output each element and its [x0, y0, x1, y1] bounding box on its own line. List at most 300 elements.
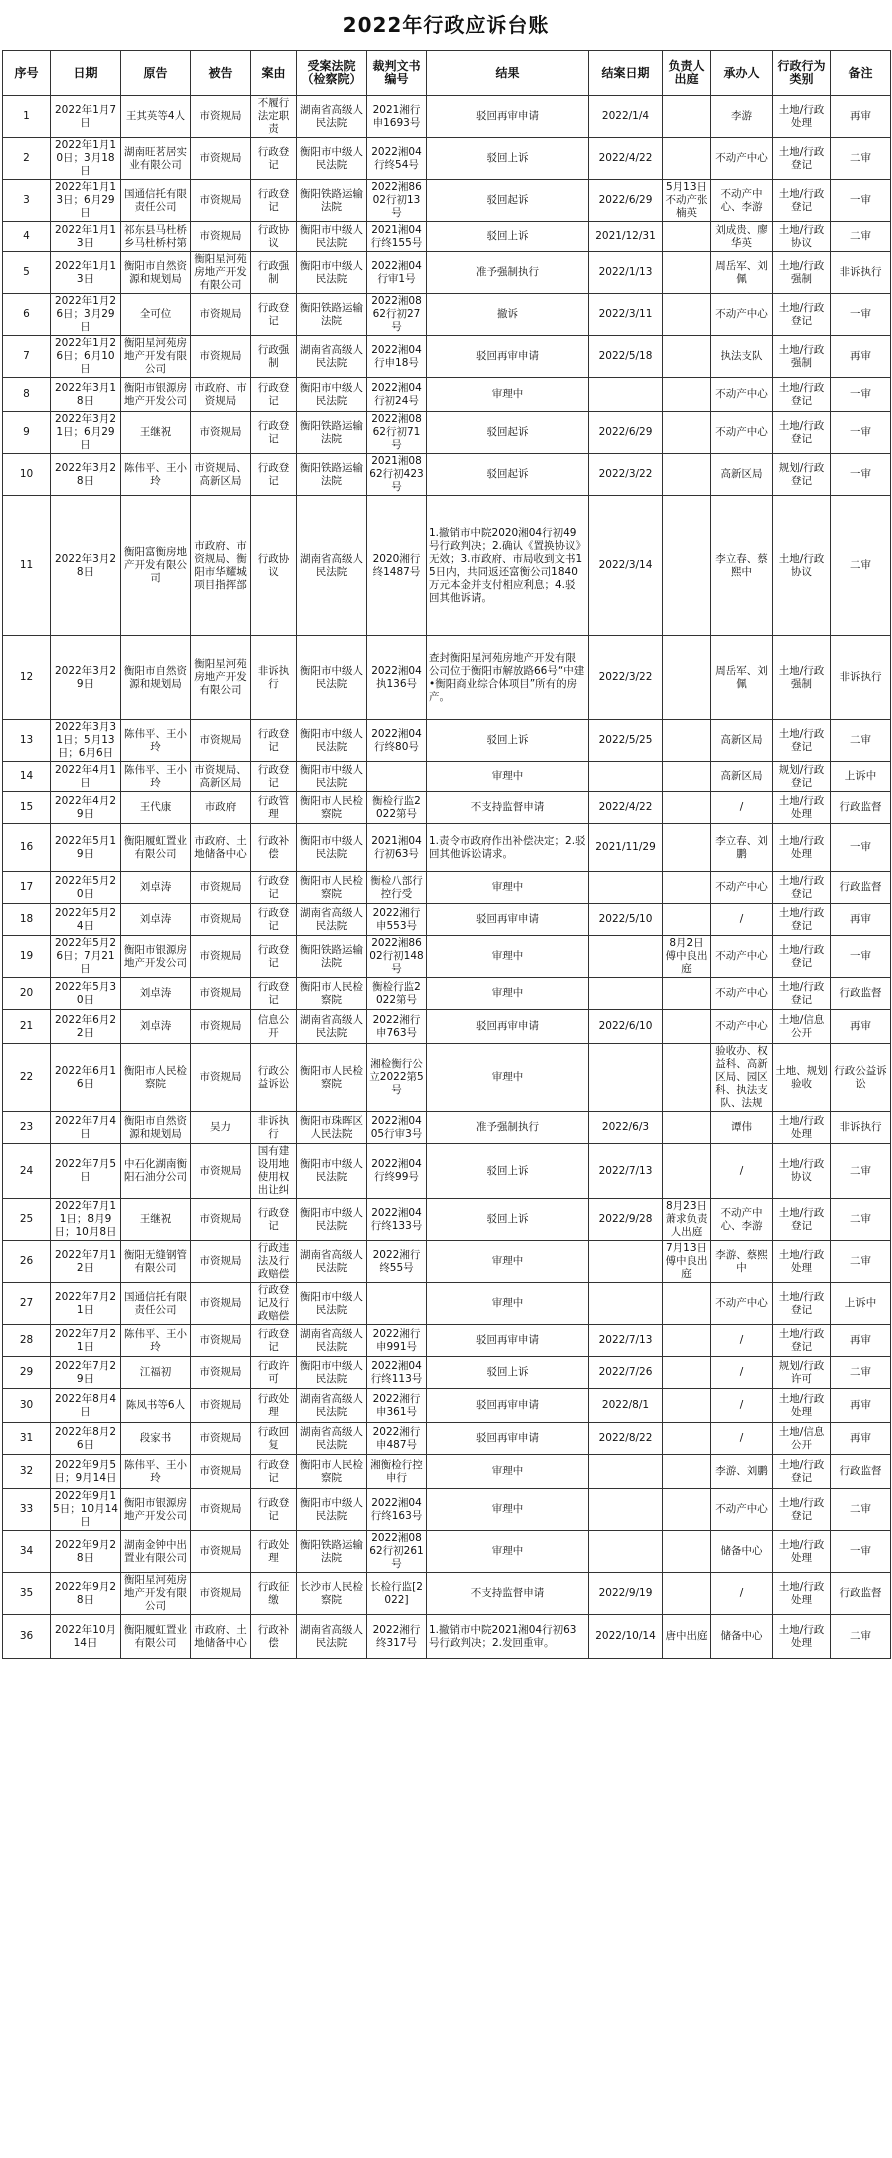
cell-handler: 不动产中心 [711, 138, 773, 180]
cell-close-date [589, 1283, 663, 1325]
cell-action-category: 土地/行政处理 [773, 1112, 831, 1144]
cell-action-category: 规划/行政登记 [773, 454, 831, 496]
cell-court: 衡阳铁路运输法院 [297, 180, 367, 222]
cell-date: 2022年7月11日；8月9日；10月8日 [51, 1199, 121, 1241]
cell-plaintiff: 衡阳星河苑房地产开发有限公司 [121, 1573, 191, 1615]
cell-handler: 不动产中心 [711, 936, 773, 978]
cell-document-number: 2022湘04行初24号 [367, 378, 427, 412]
cell-remarks: 一审 [831, 936, 891, 978]
cell-responsible-appearance [663, 1423, 711, 1455]
cell-index: 19 [3, 936, 51, 978]
cell-plaintiff: 江福初 [121, 1357, 191, 1389]
cell-action-category: 土地/行政登记 [773, 138, 831, 180]
table-row [3, 636, 891, 720]
cell-handler: 周岳军、刘佩 [711, 252, 773, 294]
cell-close-date [589, 378, 663, 412]
cell-responsible-appearance [663, 1357, 711, 1389]
cell-action-category: 土地/行政登记 [773, 1283, 831, 1325]
cell-index: 32 [3, 1455, 51, 1489]
cell-close-date: 2022/6/10 [589, 1010, 663, 1044]
cell-responsible-appearance [663, 1389, 711, 1423]
cell-close-date: 2021/12/31 [589, 222, 663, 252]
cell-responsible-appearance [663, 1489, 711, 1531]
cell-close-date: 2022/5/18 [589, 336, 663, 378]
cell-document-number: 2022湘04执136号 [367, 636, 427, 720]
cell-document-number: 2022湘0405行审3号 [367, 1112, 427, 1144]
table-row [3, 336, 891, 378]
cell-date: 2022年3月29日 [51, 636, 121, 720]
cell-remarks: 二审 [831, 1199, 891, 1241]
cell-court: 湖南省高级人民法院 [297, 496, 367, 636]
cell-responsible-appearance [663, 1112, 711, 1144]
cell-close-date: 2022/5/10 [589, 904, 663, 936]
cell-document-number: 2022湘04行终133号 [367, 1199, 427, 1241]
cell-action-category: 土地/行政登记 [773, 904, 831, 936]
cell-document-number: 2022湘0862行初261号 [367, 1531, 427, 1573]
cell-court: 衡阳铁路运输法院 [297, 412, 367, 454]
cell-defendant: 市资规局 [191, 872, 251, 904]
cell-result: 1.撤销市中院2021湘04行初63号行政判决；2.发回重审。 [427, 1615, 589, 1659]
cell-handler: 不动产中心 [711, 1010, 773, 1044]
cell-responsible-appearance [663, 636, 711, 720]
cell-responsible-appearance [663, 336, 711, 378]
cell-plaintiff: 刘卓涛 [121, 1010, 191, 1044]
table-row [3, 1389, 891, 1423]
header-index: 序号 [3, 51, 51, 96]
cell-close-date: 2022/3/14 [589, 496, 663, 636]
cell-index: 11 [3, 496, 51, 636]
cell-close-date [589, 1241, 663, 1283]
cell-court: 衡阳铁路运输法院 [297, 1531, 367, 1573]
cell-cause: 行政补偿 [251, 824, 297, 872]
cell-defendant: 市政府、市资规局 [191, 378, 251, 412]
cell-close-date [589, 1531, 663, 1573]
cell-defendant: 市资规局 [191, 936, 251, 978]
cell-date: 2022年5月19日 [51, 824, 121, 872]
cell-close-date: 2022/7/26 [589, 1357, 663, 1389]
cell-cause: 行政登记及行政赔偿 [251, 1283, 297, 1325]
header-action-category: 行政行为类别 [773, 51, 831, 96]
cell-cause: 行政登记 [251, 454, 297, 496]
cell-action-category: 土地/行政登记 [773, 180, 831, 222]
cell-defendant: 市资规局 [191, 1325, 251, 1357]
cell-court: 湖南省高级人民法院 [297, 1615, 367, 1659]
cell-court: 湖南省高级人民法院 [297, 336, 367, 378]
cell-responsible-appearance [663, 1010, 711, 1044]
cell-date: 2022年3月18日 [51, 378, 121, 412]
cell-handler: 谭伟 [711, 1112, 773, 1144]
cell-defendant: 市资规局 [191, 1144, 251, 1199]
cell-date: 2022年3月28日 [51, 454, 121, 496]
cell-result: 审理中 [427, 872, 589, 904]
cell-responsible-appearance [663, 824, 711, 872]
cell-court: 衡阳市人民检察院 [297, 978, 367, 1010]
cell-document-number: 衡检八部行控行受 [367, 872, 427, 904]
cell-handler: 执法支队 [711, 336, 773, 378]
cell-cause: 行政征缴 [251, 1573, 297, 1615]
cell-responsible-appearance [663, 904, 711, 936]
cell-cause: 行政登记 [251, 412, 297, 454]
cell-remarks: 再审 [831, 336, 891, 378]
cell-court: 长沙市人民检察院 [297, 1573, 367, 1615]
cell-index: 18 [3, 904, 51, 936]
cell-close-date: 2022/6/29 [589, 412, 663, 454]
cell-close-date: 2022/6/3 [589, 1112, 663, 1144]
cell-handler: 验收办、权益科、高新区局、园区科、执法支队、法规 [711, 1044, 773, 1112]
cell-defendant: 市资规局 [191, 412, 251, 454]
cell-action-category: 土地/行政协议 [773, 222, 831, 252]
table-row [3, 1615, 891, 1659]
cell-action-category: 土地/行政处理 [773, 792, 831, 824]
cell-plaintiff: 王代康 [121, 792, 191, 824]
cell-handler: 高新区局 [711, 454, 773, 496]
cell-remarks: 一审 [831, 1531, 891, 1573]
cell-close-date [589, 872, 663, 904]
table-row [3, 96, 891, 138]
cell-responsible-appearance [663, 720, 711, 762]
table-row [3, 1010, 891, 1044]
cell-remarks: 再审 [831, 1325, 891, 1357]
cell-plaintiff: 国通信托有限责任公司 [121, 180, 191, 222]
cell-court: 衡阳市人民检察院 [297, 1455, 367, 1489]
cell-remarks: 行政公益诉讼 [831, 1044, 891, 1112]
cell-document-number [367, 762, 427, 792]
table-row [3, 222, 891, 252]
cell-index: 24 [3, 1144, 51, 1199]
cell-remarks: 行政监督 [831, 1573, 891, 1615]
cell-cause: 行政登记 [251, 180, 297, 222]
cell-defendant: 吴力 [191, 1112, 251, 1144]
cell-plaintiff: 祁东县马杜桥乡马杜桥村第 [121, 222, 191, 252]
cell-index: 10 [3, 454, 51, 496]
cell-close-date: 2022/1/13 [589, 252, 663, 294]
cell-index: 28 [3, 1325, 51, 1357]
cell-court: 衡阳市中级人民法院 [297, 824, 367, 872]
cell-close-date: 2022/1/4 [589, 96, 663, 138]
cell-cause: 行政登记 [251, 872, 297, 904]
cell-court: 湖南省高级人民法院 [297, 1423, 367, 1455]
cell-date: 2022年3月31日；5月13日；6月6日 [51, 720, 121, 762]
cell-close-date: 2022/7/13 [589, 1144, 663, 1199]
cell-responsible-appearance [663, 762, 711, 792]
cell-court: 衡阳市中级人民法院 [297, 1489, 367, 1531]
cell-action-category: 土地/行政处理 [773, 824, 831, 872]
cell-result: 驳回起诉 [427, 412, 589, 454]
cell-plaintiff: 衡阳市银源房地产开发公司 [121, 1489, 191, 1531]
cell-close-date: 2022/9/28 [589, 1199, 663, 1241]
cell-date: 2022年1月10日；3月18日 [51, 138, 121, 180]
cell-document-number: 湘检衡行公立2022第5号 [367, 1044, 427, 1112]
cell-date: 2022年5月26日；7月21日 [51, 936, 121, 978]
cell-remarks: 二审 [831, 1615, 891, 1659]
cell-document-number: 2021湘行申1693号 [367, 96, 427, 138]
cell-action-category: 规划/行政许可 [773, 1357, 831, 1389]
cell-result: 不支持监督申请 [427, 792, 589, 824]
cell-cause: 行政处理 [251, 1389, 297, 1423]
cell-result: 审理中 [427, 1489, 589, 1531]
cell-result: 审理中 [427, 1241, 589, 1283]
cell-handler: 不动产中心、李游 [711, 1199, 773, 1241]
cell-defendant: 市政府、市资规局、衡阳市华耀城项目指挥部 [191, 496, 251, 636]
header-responsible-appearance: 负责人出庭 [663, 51, 711, 96]
cell-date: 2022年7月21日 [51, 1325, 121, 1357]
table-row [3, 978, 891, 1010]
cell-index: 1 [3, 96, 51, 138]
cell-defendant: 衡阳星河苑房地产开发有限公司 [191, 636, 251, 720]
cell-action-category: 土地/行政登记 [773, 872, 831, 904]
cell-defendant: 市政府 [191, 792, 251, 824]
cell-result: 驳回上诉 [427, 1357, 589, 1389]
cell-close-date: 2022/9/19 [589, 1573, 663, 1615]
cell-handler: / [711, 1573, 773, 1615]
table-row [3, 378, 891, 412]
cell-cause: 行政登记 [251, 1325, 297, 1357]
cell-plaintiff: 陈伟平、王小玲 [121, 1455, 191, 1489]
cell-plaintiff: 衡阳市人民检察院 [121, 1044, 191, 1112]
cell-plaintiff: 全可位 [121, 294, 191, 336]
cell-court: 衡阳市中级人民法院 [297, 762, 367, 792]
cell-cause: 行政登记 [251, 936, 297, 978]
table-row [3, 1112, 891, 1144]
cell-index: 17 [3, 872, 51, 904]
cell-index: 12 [3, 636, 51, 720]
cell-action-category: 土地/行政登记 [773, 378, 831, 412]
cell-court: 衡阳市珠晖区人民法院 [297, 1112, 367, 1144]
cell-action-category: 土地/行政协议 [773, 1144, 831, 1199]
cell-date: 2022年10月14日 [51, 1615, 121, 1659]
cell-remarks: 再审 [831, 1010, 891, 1044]
table-row [3, 1199, 891, 1241]
cell-plaintiff: 衡阳富衡房地产开发有限公司 [121, 496, 191, 636]
table-row [3, 1283, 891, 1325]
cell-close-date: 2022/6/29 [589, 180, 663, 222]
cell-defendant: 市资规局 [191, 180, 251, 222]
cell-cause: 行政协议 [251, 496, 297, 636]
cell-result: 审理中 [427, 1455, 589, 1489]
cell-cause: 行政协议 [251, 222, 297, 252]
cell-responsible-appearance: 8月2日傅中良出庭 [663, 936, 711, 978]
cell-result: 驳回再审申请 [427, 96, 589, 138]
header-close-date: 结案日期 [589, 51, 663, 96]
cell-court: 衡阳市中级人民法院 [297, 720, 367, 762]
cell-index: 4 [3, 222, 51, 252]
cell-action-category: 土地/行政登记 [773, 978, 831, 1010]
cell-court: 衡阳市中级人民法院 [297, 636, 367, 720]
cell-action-category: 土地/行政登记 [773, 294, 831, 336]
cell-remarks: 二审 [831, 720, 891, 762]
cell-date: 2022年3月28日 [51, 496, 121, 636]
cell-action-category: 土地/行政强制 [773, 636, 831, 720]
cell-handler: 周岳军、刘佩 [711, 636, 773, 720]
cell-close-date: 2022/7/13 [589, 1325, 663, 1357]
cell-index: 6 [3, 294, 51, 336]
cell-action-category: 土地/信息公开 [773, 1010, 831, 1044]
cell-court: 湖南省高级人民法院 [297, 1389, 367, 1423]
cell-plaintiff: 中石化湖南衡阳石油分公司 [121, 1144, 191, 1199]
cell-cause: 行政违法及行政赔偿 [251, 1241, 297, 1283]
cell-index: 13 [3, 720, 51, 762]
cell-result: 1.撤销市中院2020湘04行初49号行政判决；2.确认《置换协议》无效；3.市政府、市局收到文书15日内，共同返还富衡公司1840万元本金并支付相应利息；4.驳回其他诉请。 [427, 496, 589, 636]
cell-remarks: 一审 [831, 824, 891, 872]
cell-remarks: 行政监督 [831, 792, 891, 824]
header-defendant: 被告 [191, 51, 251, 96]
cell-responsible-appearance [663, 792, 711, 824]
cell-handler: 李游、蔡熙中 [711, 1241, 773, 1283]
cell-date: 2022年3月21日；6月29日 [51, 412, 121, 454]
cell-cause: 行政登记 [251, 138, 297, 180]
cell-index: 2 [3, 138, 51, 180]
cell-responsible-appearance [663, 96, 711, 138]
cell-handler: 储备中心 [711, 1531, 773, 1573]
cell-document-number: 2022湘行终55号 [367, 1241, 427, 1283]
cell-handler: / [711, 1389, 773, 1423]
cell-cause: 行政登记 [251, 978, 297, 1010]
cell-handler: 不动产中心 [711, 378, 773, 412]
table-row [3, 496, 891, 636]
cell-date: 2022年8月26日 [51, 1423, 121, 1455]
cell-handler: / [711, 904, 773, 936]
cell-document-number: 2022湘04行终80号 [367, 720, 427, 762]
cell-defendant: 市资规局、高新区局 [191, 762, 251, 792]
cell-result: 审理中 [427, 762, 589, 792]
cell-defendant: 市资规局 [191, 1389, 251, 1423]
table-row [3, 138, 891, 180]
cell-remarks: 二审 [831, 496, 891, 636]
cell-cause: 行政回复 [251, 1423, 297, 1455]
cell-remarks: 一审 [831, 378, 891, 412]
cell-close-date: 2022/4/22 [589, 138, 663, 180]
cell-handler: 李游 [711, 96, 773, 138]
cell-document-number: 2022湘0862行初71号 [367, 412, 427, 454]
cell-responsible-appearance [663, 496, 711, 636]
cell-responsible-appearance: 5月13日不动产张楠英 [663, 180, 711, 222]
cell-remarks: 再审 [831, 1423, 891, 1455]
cell-cause: 行政许可 [251, 1357, 297, 1389]
cell-index: 36 [3, 1615, 51, 1659]
cell-date: 2022年7月4日 [51, 1112, 121, 1144]
cell-handler: 不动产中心 [711, 1489, 773, 1531]
cell-handler: / [711, 1325, 773, 1357]
cell-close-date [589, 762, 663, 792]
cell-court: 衡阳市人民检察院 [297, 872, 367, 904]
cell-plaintiff: 湖南旺茗居实业有限公司 [121, 138, 191, 180]
cell-close-date [589, 1455, 663, 1489]
cell-index: 7 [3, 336, 51, 378]
cell-close-date: 2022/4/22 [589, 792, 663, 824]
header-court: 受案法院（检察院） [297, 51, 367, 96]
table-body [3, 96, 891, 1659]
cell-result: 准予强制执行 [427, 252, 589, 294]
cell-close-date: 2022/10/14 [589, 1615, 663, 1659]
cell-close-date: 2022/8/1 [589, 1389, 663, 1423]
cell-result: 驳回起诉 [427, 454, 589, 496]
cell-plaintiff: 陈伟平、王小玲 [121, 454, 191, 496]
cell-defendant: 市资规局 [191, 96, 251, 138]
cell-court: 衡阳市中级人民法院 [297, 378, 367, 412]
table-row [3, 792, 891, 824]
cell-defendant: 市资规局 [191, 1423, 251, 1455]
cell-result: 驳回上诉 [427, 1144, 589, 1199]
cell-close-date [589, 936, 663, 978]
cell-index: 25 [3, 1199, 51, 1241]
cell-defendant: 市资规局 [191, 1044, 251, 1112]
table-row [3, 1531, 891, 1573]
cell-close-date [589, 978, 663, 1010]
cell-handler: / [711, 1357, 773, 1389]
cell-date: 2022年9月15日；10月14日 [51, 1489, 121, 1531]
cell-document-number: 衡检行监2022第号 [367, 792, 427, 824]
cell-index: 22 [3, 1044, 51, 1112]
cell-remarks: 二审 [831, 1357, 891, 1389]
cell-court: 衡阳市中级人民法院 [297, 252, 367, 294]
cell-index: 15 [3, 792, 51, 824]
cell-handler: 刘成贵、廖华英 [711, 222, 773, 252]
cell-remarks: 一审 [831, 294, 891, 336]
cell-court: 衡阳市人民检察院 [297, 792, 367, 824]
cell-date: 2022年1月13日 [51, 222, 121, 252]
cell-action-category: 土地/行政登记 [773, 1455, 831, 1489]
cell-court: 衡阳市中级人民法院 [297, 1144, 367, 1199]
cell-defendant: 市资规局 [191, 294, 251, 336]
cell-document-number: 2022湘04行审1号 [367, 252, 427, 294]
cell-action-category: 土地/行政登记 [773, 936, 831, 978]
cell-plaintiff: 衡阳星河苑房地产开发有限公司 [121, 336, 191, 378]
table-row [3, 1455, 891, 1489]
cell-remarks: 再审 [831, 96, 891, 138]
cell-cause: 行政登记 [251, 1199, 297, 1241]
cell-document-number: 2022湘0862行初27号 [367, 294, 427, 336]
cell-defendant: 市资规局 [191, 1199, 251, 1241]
cell-result: 驳回上诉 [427, 720, 589, 762]
header-cause: 案由 [251, 51, 297, 96]
cell-document-number: 2022湘8602行初148号 [367, 936, 427, 978]
cell-document-number: 2022湘04行终99号 [367, 1144, 427, 1199]
cell-plaintiff: 衡阳市银源房地产开发公司 [121, 378, 191, 412]
cell-index: 29 [3, 1357, 51, 1389]
cell-close-date: 2022/3/22 [589, 636, 663, 720]
cell-defendant: 市政府、土地储备中心 [191, 824, 251, 872]
cell-plaintiff: 衡阳市自然资源和规划局 [121, 636, 191, 720]
cell-result: 审理中 [427, 1044, 589, 1112]
cell-court: 衡阳市人民检察院 [297, 1044, 367, 1112]
cell-result: 驳回再审申请 [427, 1010, 589, 1044]
table-row [3, 180, 891, 222]
cell-index: 8 [3, 378, 51, 412]
cell-index: 23 [3, 1112, 51, 1144]
cell-cause: 非诉执行 [251, 1112, 297, 1144]
cell-defendant: 市资规局 [191, 138, 251, 180]
cell-remarks: 二审 [831, 1241, 891, 1283]
litigation-ledger-table [2, 50, 891, 1659]
cell-date: 2022年1月7日 [51, 96, 121, 138]
cell-cause: 行政登记 [251, 720, 297, 762]
cell-remarks: 上诉中 [831, 1283, 891, 1325]
cell-plaintiff: 陈伟平、王小玲 [121, 720, 191, 762]
cell-plaintiff: 衡阳市银源房地产开发公司 [121, 936, 191, 978]
cell-handler: 高新区局 [711, 720, 773, 762]
cell-responsible-appearance [663, 454, 711, 496]
cell-date: 2022年6月22日 [51, 1010, 121, 1044]
cell-cause: 行政补偿 [251, 1615, 297, 1659]
cell-remarks: 二审 [831, 1489, 891, 1531]
header-plaintiff: 原告 [121, 51, 191, 96]
cell-date: 2022年5月20日 [51, 872, 121, 904]
cell-responsible-appearance: 唐中出庭 [663, 1615, 711, 1659]
cell-plaintiff: 陈伟平、王小玲 [121, 1325, 191, 1357]
cell-handler: 李立春、蔡熙中 [711, 496, 773, 636]
cell-remarks: 行政监督 [831, 872, 891, 904]
cell-close-date: 2021/11/29 [589, 824, 663, 872]
